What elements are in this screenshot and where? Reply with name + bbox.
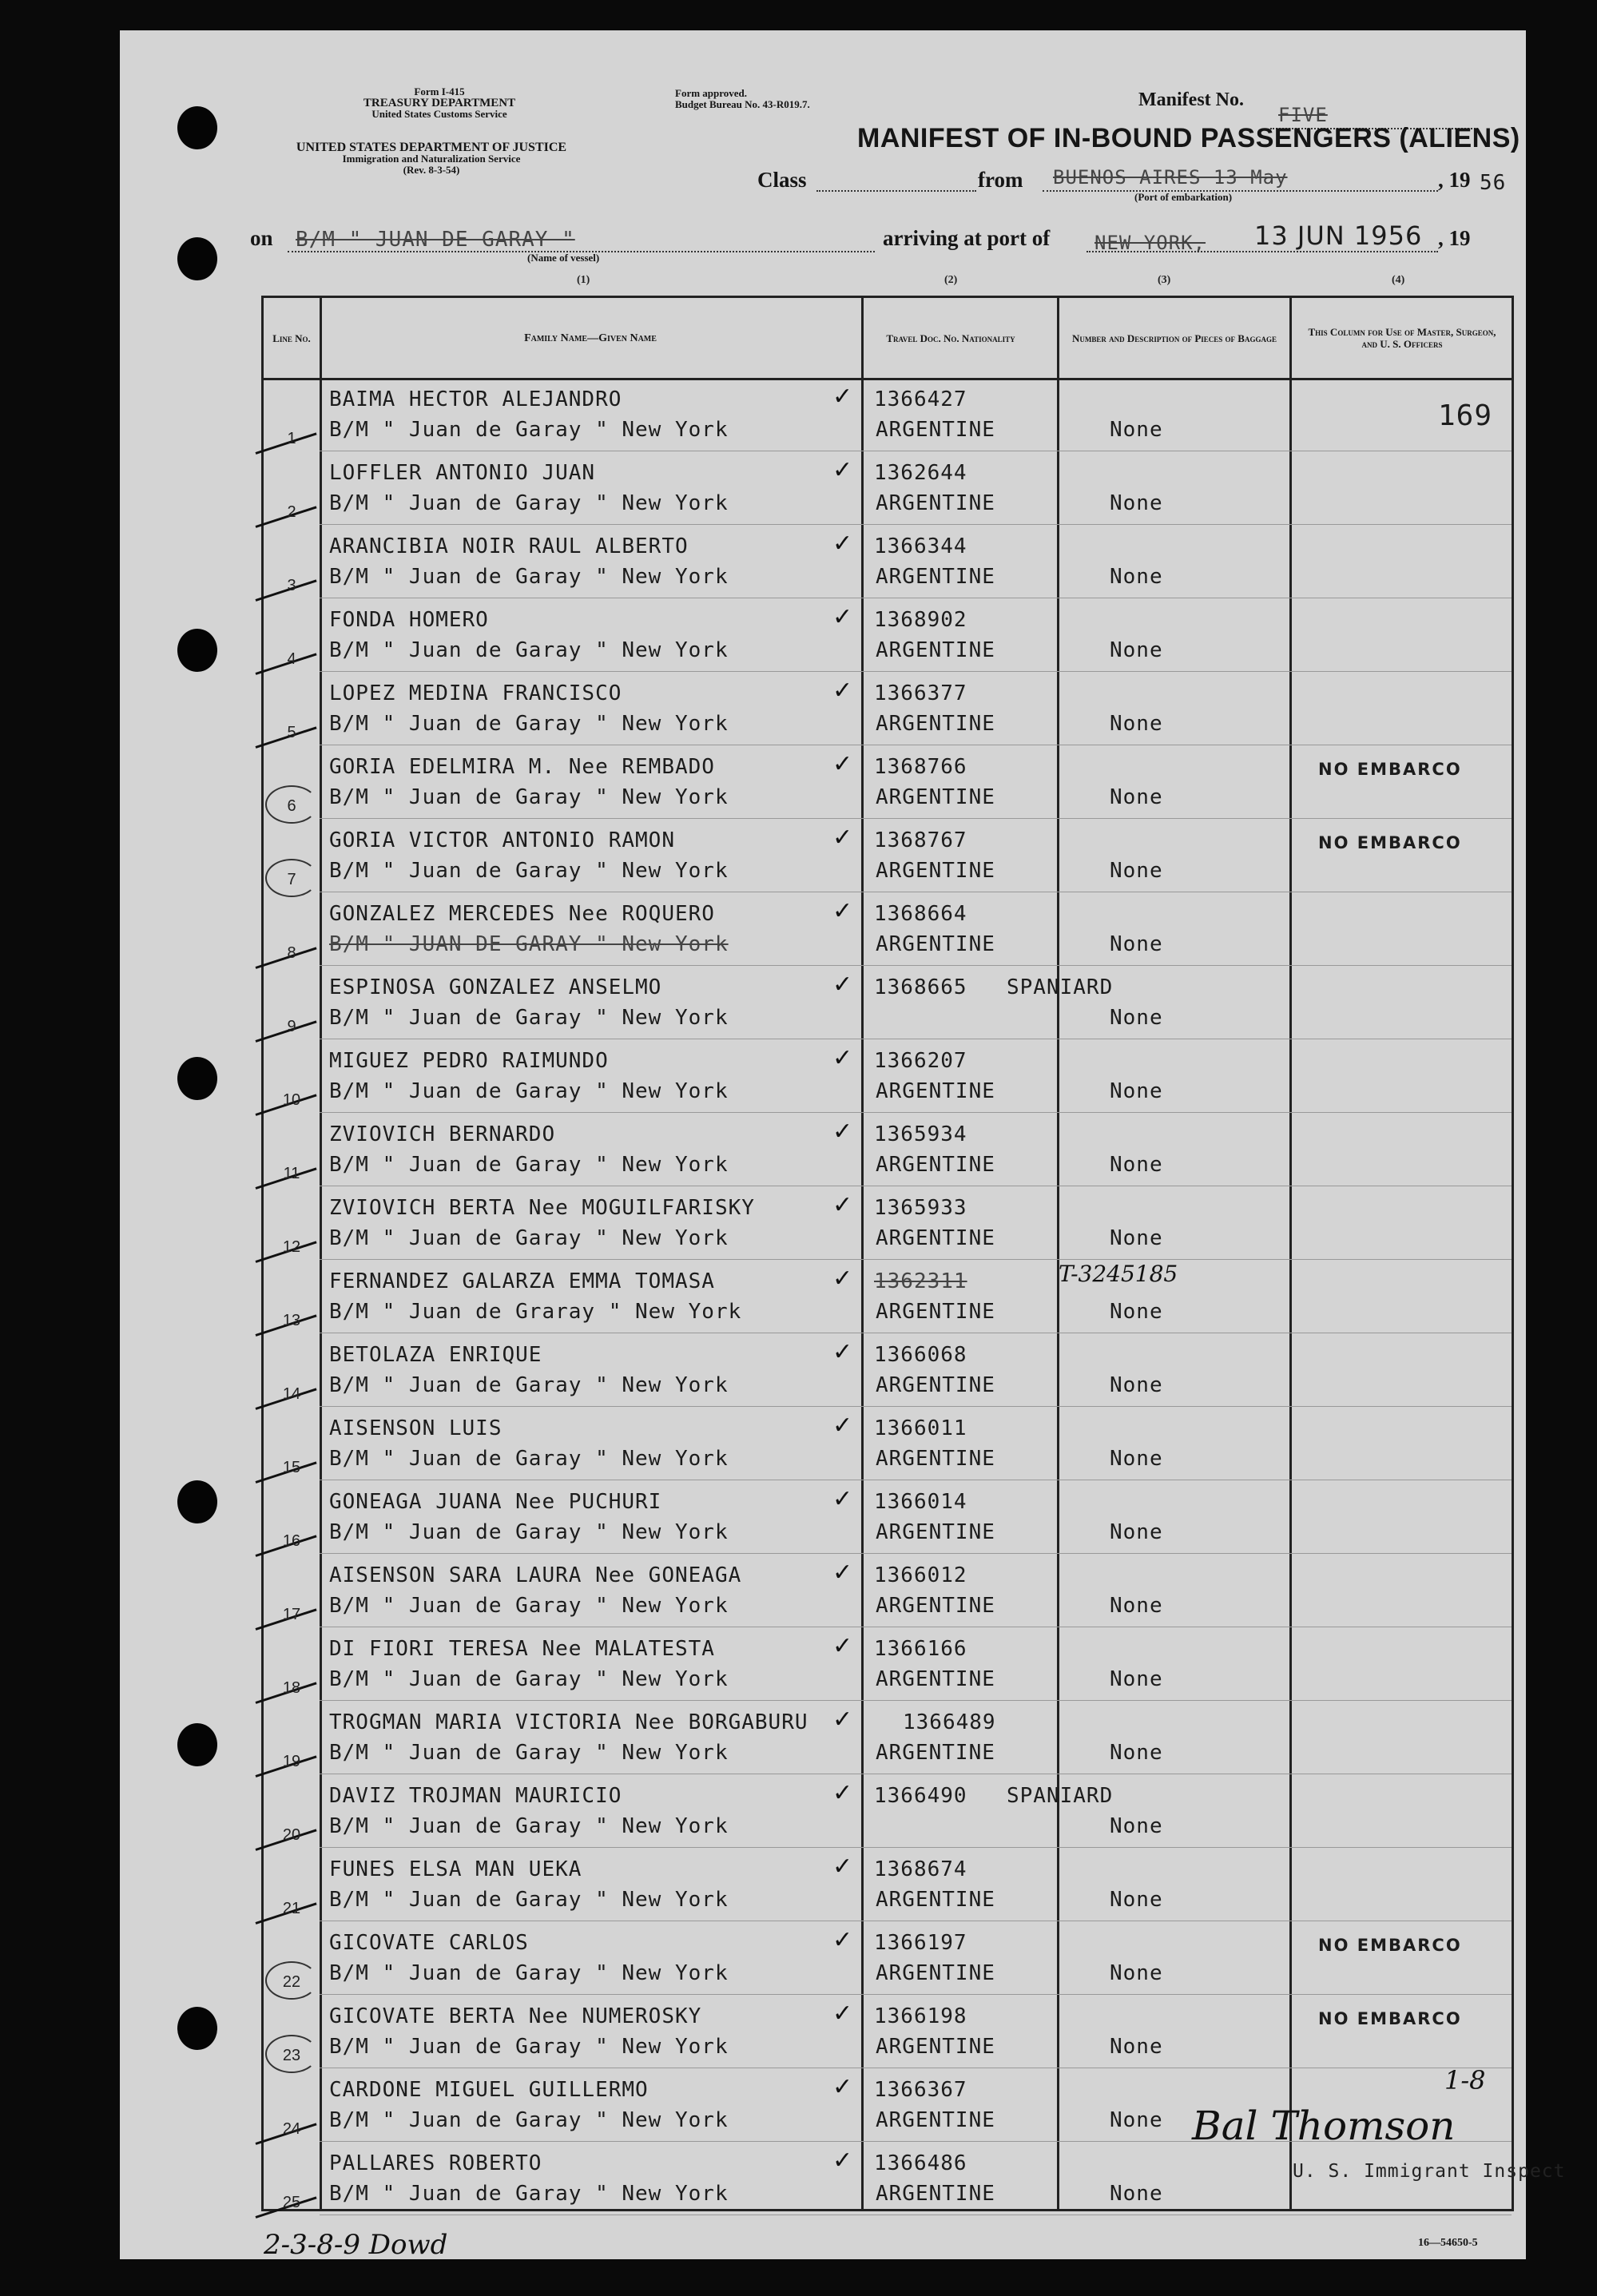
- vessel-entry: B/M " Juan de Garay " New York: [329, 859, 729, 883]
- nationality: SPANIARD: [1007, 975, 1114, 999]
- col-number-1: (1): [577, 274, 590, 286]
- vessel-entry: B/M " Juan de Garay " New York: [329, 2182, 729, 2206]
- from-line: [1043, 190, 1438, 192]
- table-row: [264, 598, 1512, 672]
- table-row: [264, 525, 1512, 598]
- check-mark-icon: ✓: [832, 530, 853, 558]
- vessel-entry: B/M " Juan de Garay " New York: [329, 491, 729, 515]
- officer-note: NO EMBARCO: [1318, 833, 1462, 852]
- vessel-entry: B/M " Juan de Garay " New York: [329, 1520, 729, 1544]
- passenger-name: BAIMA HECTOR ALEJANDRO: [329, 387, 622, 411]
- table-row: [264, 966, 1512, 1039]
- table-row: [264, 1774, 1512, 1848]
- nationality: ARGENTINE: [876, 1961, 995, 1985]
- nationality: ARGENTINE: [876, 785, 995, 809]
- vessel-entry: B/M " Juan de Garay " New York: [329, 1888, 729, 1912]
- nationality: ARGENTINE: [876, 1153, 995, 1177]
- officer-note: NO EMBARCO: [1318, 1936, 1462, 1955]
- bottom-handwritten-note: 2-3-8-9 Dowd: [264, 2229, 448, 2261]
- passenger-name: FUNES ELSA MAN UEKA: [329, 1857, 582, 1881]
- arrival-date-stamp: 13 JUN 1956: [1254, 220, 1423, 251]
- travel-doc-number: 1368766: [874, 755, 967, 779]
- treasury-label: TREASURY DEPARTMENT: [363, 97, 516, 109]
- col-number-3: (3): [1158, 274, 1171, 286]
- year-value: 56: [1480, 171, 1507, 195]
- passenger-name: GONEAGA JUANA Nee PUCHURI: [329, 1490, 662, 1514]
- embarkation-caption: (Port of embarkation): [1134, 191, 1233, 203]
- baggage: None: [1110, 2035, 1163, 2059]
- travel-doc-number: 1366207: [874, 1049, 967, 1073]
- travel-doc-number: 1368664: [874, 902, 967, 926]
- travel-doc-number: 1366427: [874, 387, 967, 411]
- vessel-entry: B/M " Juan de Garay " New York: [329, 1741, 729, 1765]
- travel-doc-number: 1362644: [874, 461, 967, 485]
- punch-hole: [177, 1723, 217, 1766]
- col-number-4: (4): [1392, 274, 1405, 286]
- nationality: ARGENTINE: [876, 1888, 995, 1912]
- baggage: None: [1110, 712, 1163, 736]
- passenger-name: LOFFLER ANTONIO JUAN: [329, 461, 596, 485]
- line-number: 10: [282, 1091, 301, 1109]
- vessel-entry: B/M " Juan de Garay " New York: [329, 1079, 729, 1103]
- check-mark-icon: ✓: [832, 1632, 853, 1660]
- check-mark-icon: ✓: [832, 2000, 853, 2028]
- rev-label: (Rev. 8-3-54): [403, 164, 460, 176]
- table-row: [264, 1039, 1512, 1113]
- punch-hole: [177, 106, 217, 149]
- line-number: 18: [282, 1679, 301, 1697]
- line-number: 7: [287, 871, 296, 888]
- passenger-name: ZVIOVICH BERTA Nee MOGUILFARISKY: [329, 1196, 755, 1220]
- agency-block: [240, 142, 623, 176]
- col-number-2: (2): [944, 274, 958, 286]
- from-label: from: [978, 168, 1023, 192]
- baggage: None: [1110, 1006, 1163, 1030]
- nationality: ARGENTINE: [876, 859, 995, 883]
- line-number: 21: [282, 1900, 301, 1917]
- inspector-signature: Bal Thomson: [1192, 2103, 1456, 2149]
- baggage: None: [1110, 2108, 1163, 2132]
- baggage: None: [1110, 1961, 1163, 1985]
- nationality: ARGENTINE: [876, 1667, 995, 1691]
- punch-hole: [177, 1057, 217, 1100]
- vessel-entry: B/M " JUAN DE GARAY " New York: [329, 932, 729, 956]
- vessel-entry: B/M " Juan de Garay " New York: [329, 1594, 729, 1618]
- manifest-no-value: FIVE: [1278, 104, 1328, 126]
- line-number: 2: [287, 503, 296, 521]
- vessel-entry: B/M " Juan de Garay " New York: [329, 1814, 729, 1838]
- passenger-name: GICOVATE BERTA Nee NUMEROSKY: [329, 2004, 702, 2028]
- passenger-name: AISENSON LUIS: [329, 1416, 503, 1440]
- arrival-port: NEW YORK,: [1094, 232, 1206, 254]
- vessel-entry: B/M " Juan de Garay " New York: [329, 785, 729, 809]
- travel-doc-number: 1368767: [874, 828, 967, 852]
- nationality: ARGENTINE: [876, 2108, 995, 2132]
- line-number: 4: [287, 650, 296, 668]
- passenger-name: ESPINOSA GONZALEZ ANSELMO: [329, 975, 662, 999]
- arrival-line: [1087, 251, 1438, 252]
- vessel-entry: B/M " Juan de Garay " New York: [329, 2035, 729, 2059]
- check-mark-icon: ✓: [832, 750, 853, 778]
- table-row: [264, 1113, 1512, 1186]
- travel-doc-number: 1362311: [874, 1269, 967, 1293]
- line-number: 23: [282, 2047, 301, 2064]
- passenger-name: GORIA EDELMIRA M. Nee REMBADO: [329, 755, 715, 779]
- class-label: Class: [757, 168, 807, 192]
- class-line: [816, 190, 976, 192]
- travel-doc-number: 1366489: [903, 1710, 996, 1734]
- baggage: None: [1110, 859, 1163, 883]
- passenger-name: GICOVATE CARLOS: [329, 1931, 529, 1955]
- nationality: ARGENTINE: [876, 638, 995, 662]
- table-row: [264, 1260, 1512, 1333]
- vessel-entry: B/M " Juan de Garay " New York: [329, 1226, 729, 1250]
- baggage: None: [1110, 1300, 1163, 1324]
- check-mark-icon: ✓: [832, 1559, 853, 1587]
- nationality: ARGENTINE: [876, 1520, 995, 1544]
- passenger-name: PALLARES ROBERTO: [329, 2151, 542, 2175]
- check-mark-icon: ✓: [832, 2147, 853, 2175]
- passenger-name: MIGUEZ PEDRO RAIMUNDO: [329, 1049, 609, 1073]
- baggage: None: [1110, 1226, 1163, 1250]
- punch-hole: [177, 2007, 217, 2050]
- baggage: None: [1110, 638, 1163, 662]
- customs-label: United States Customs Service: [371, 108, 507, 120]
- form-id-block: [308, 86, 571, 120]
- travel-doc-number: 1365933: [874, 1196, 967, 1220]
- nationality: ARGENTINE: [876, 1373, 995, 1397]
- table-row: [264, 1480, 1512, 1554]
- baggage: None: [1110, 1373, 1163, 1397]
- line-number: 20: [282, 1826, 301, 1844]
- check-mark-icon: ✓: [832, 383, 853, 411]
- col-header-doc: Travel Doc. No. Nationality: [886, 332, 1015, 344]
- travel-doc-number: 1366166: [874, 1637, 967, 1661]
- baggage: None: [1110, 932, 1163, 956]
- passenger-name: ZVIOVICH BERNARDO: [329, 1122, 556, 1146]
- doc-number-annotation: T-3245185: [1059, 1261, 1178, 1287]
- col-header-line: Line No.: [272, 332, 311, 344]
- manifest-table: [261, 296, 1514, 2211]
- line-number: 9: [287, 1018, 296, 1035]
- travel-doc-number: 1365934: [874, 1122, 967, 1146]
- check-mark-icon: ✓: [832, 897, 853, 925]
- line-number: 24: [282, 2120, 301, 2138]
- line-number: 8: [287, 944, 296, 962]
- line-number: 15: [282, 1459, 301, 1476]
- baggage: None: [1110, 491, 1163, 515]
- table-row: [264, 745, 1512, 819]
- line-number: 3: [287, 577, 296, 594]
- punch-hole: [177, 629, 217, 672]
- travel-doc-number: 1366367: [874, 2078, 967, 2102]
- col-header-baggage: Number and Description of Pieces of Baggage: [1072, 332, 1277, 344]
- table-row: [264, 1921, 1512, 1995]
- passenger-name: AISENSON SARA LAURA Nee GONEAGA: [329, 1563, 742, 1587]
- travel-doc-number: 1368665: [874, 975, 967, 999]
- nationality: ARGENTINE: [876, 932, 995, 956]
- vessel-entry: B/M " Juan de Garay " New York: [329, 565, 729, 589]
- vessel-caption: (Name of vessel): [527, 252, 600, 264]
- nationality: ARGENTINE: [876, 1079, 995, 1103]
- baggage: None: [1110, 565, 1163, 589]
- vessel-entry: B/M " Juan de Garay " New York: [329, 1961, 729, 1985]
- travel-doc-number: 1366198: [874, 2004, 967, 2028]
- passenger-name: FONDA HOMERO: [329, 608, 489, 632]
- approved-label: Form approved.: [675, 87, 748, 99]
- check-mark-icon: ✓: [832, 824, 853, 852]
- vessel-entry: B/M " Juan de Garay " New York: [329, 1006, 729, 1030]
- travel-doc-number: 1368902: [874, 608, 967, 632]
- check-mark-icon: ✓: [832, 1485, 853, 1513]
- travel-doc-number: 1368674: [874, 1857, 967, 1881]
- check-mark-icon: ✓: [832, 1706, 853, 1734]
- check-mark-icon: ✓: [832, 603, 853, 631]
- travel-doc-number: 1366068: [874, 1343, 967, 1367]
- passenger-name: GORIA VICTOR ANTONIO RAMON: [329, 828, 675, 852]
- vessel-entry: B/M " Juan de Garay " New York: [329, 2108, 729, 2132]
- officer-note: NO EMBARCO: [1318, 760, 1462, 779]
- travel-doc-number: 1366486: [874, 2151, 967, 2175]
- line-number: 13: [282, 1312, 301, 1329]
- check-mark-icon: ✓: [832, 971, 853, 999]
- table-row: [264, 1995, 1512, 2068]
- nationality: ARGENTINE: [876, 2182, 995, 2206]
- baggage: None: [1110, 1520, 1163, 1544]
- officer-note: NO EMBARCO: [1318, 2009, 1462, 2028]
- nationality: ARGENTINE: [876, 1741, 995, 1765]
- check-mark-icon: ✓: [832, 1853, 853, 1881]
- table-row: [264, 1186, 1512, 1260]
- table-row: [264, 1627, 1512, 1701]
- line-number: 17: [282, 1606, 301, 1623]
- budget-label: Budget Bureau No. 43-R019.7.: [675, 98, 810, 110]
- baggage: None: [1110, 1741, 1163, 1765]
- baggage: None: [1110, 1153, 1163, 1177]
- nationality: ARGENTINE: [876, 418, 995, 442]
- table-row: [264, 378, 1512, 451]
- line-number: 1: [287, 430, 296, 447]
- check-mark-icon: ✓: [832, 1118, 853, 1146]
- arriving-label: arriving at port of: [883, 226, 1051, 250]
- col-header-officers: This Column for Use of Master, Surgeon, and U. S. Officers: [1308, 326, 1496, 350]
- line-number: 14: [282, 1385, 301, 1403]
- punch-hole: [177, 237, 217, 280]
- table-row: [264, 1554, 1512, 1627]
- col-header-name: Family Name—Given Name: [524, 332, 657, 344]
- line-number: 19: [282, 1753, 301, 1770]
- baggage: None: [1110, 418, 1163, 442]
- line-number: 5: [287, 724, 296, 741]
- passenger-name: LOPEZ MEDINA FRANCISCO: [329, 681, 622, 705]
- baggage: None: [1110, 1814, 1163, 1838]
- passenger-name: DI FIORI TERESA Nee MALATESTA: [329, 1637, 715, 1661]
- embarkation-port: BUENOS AIRES 13 May: [1053, 166, 1288, 189]
- line-number: 6: [287, 797, 296, 815]
- travel-doc-number: 1366011: [874, 1416, 967, 1440]
- manifest-title: MANIFEST OF IN-BOUND PASSENGERS (ALIENS): [857, 123, 1520, 153]
- baggage: None: [1110, 1594, 1163, 1618]
- check-mark-icon: ✓: [832, 2073, 853, 2101]
- check-mark-icon: ✓: [832, 1191, 853, 1219]
- nationality: ARGENTINE: [876, 1300, 995, 1324]
- punch-hole: [177, 1480, 217, 1523]
- line-number: 12: [282, 1238, 301, 1256]
- manifest-no-label: Manifest No.: [1138, 89, 1244, 110]
- check-mark-icon: ✓: [832, 1265, 853, 1293]
- passenger-name: FERNANDEZ GALARZA EMMA TOMASA: [329, 1269, 715, 1293]
- on-label: on: [250, 226, 273, 250]
- passenger-name: TROGMAN MARIA VICTORIA Nee BORGABURU: [329, 1710, 808, 1734]
- table-row: [264, 451, 1512, 525]
- vessel-name: B/M " JUAN DE GARAY ": [296, 228, 575, 252]
- nationality: ARGENTINE: [876, 491, 995, 515]
- line-number: 22: [282, 1973, 301, 1991]
- travel-doc-number: 1366377: [874, 681, 967, 705]
- baggage: None: [1110, 1667, 1163, 1691]
- check-mark-icon: ✓: [832, 456, 853, 484]
- form-number: Form I-415: [414, 85, 465, 97]
- doj-label: UNITED STATES DEPARTMENT OF JUSTICE: [296, 141, 567, 154]
- vessel-entry: B/M " Juan de Garay " New York: [329, 1153, 729, 1177]
- ins-label: Immigration and Naturalization Service: [342, 153, 521, 165]
- line-number: 16: [282, 1532, 301, 1550]
- check-mark-icon: ✓: [832, 677, 853, 705]
- check-mark-icon: ✓: [832, 1338, 853, 1366]
- travel-doc-number: 1366344: [874, 534, 967, 558]
- check-mark-icon: ✓: [832, 1412, 853, 1440]
- nationality: ARGENTINE: [876, 1447, 995, 1471]
- line-number: 11: [283, 1165, 300, 1182]
- vessel-entry: B/M " Juan de Garay " New York: [329, 1373, 729, 1397]
- inspector-stamp: U. S. Immigrant Inspect: [1293, 2161, 1566, 2182]
- vessel-entry: B/M " Juan de Graray " New York: [329, 1300, 742, 1324]
- baggage: None: [1110, 785, 1163, 809]
- table-row: [264, 1333, 1512, 1407]
- nationality: SPANIARD: [1007, 1784, 1114, 1808]
- baggage: None: [1110, 1888, 1163, 1912]
- line-number: 25: [282, 2194, 301, 2211]
- passenger-name: DAVIZ TROJMAN MAURICIO: [329, 1784, 622, 1808]
- travel-doc-number: 1366197: [874, 1931, 967, 1955]
- passenger-name: ARANCIBIA NOIR RAUL ALBERTO: [329, 534, 689, 558]
- vessel-entry: B/M " Juan de Garay " New York: [329, 638, 729, 662]
- arrival-year-suffix: , 19: [1438, 226, 1471, 250]
- fraction-annotation: 1-8: [1444, 2065, 1486, 2095]
- vessel-entry: B/M " Juan de Garay " New York: [329, 418, 729, 442]
- table-row: [264, 1407, 1512, 1480]
- table-row: [264, 672, 1512, 745]
- baggage: None: [1110, 1079, 1163, 1103]
- vessel-entry: B/M " Juan de Garay " New York: [329, 712, 729, 736]
- nationality: ARGENTINE: [876, 712, 995, 736]
- vessel-entry: B/M " Juan de Garay " New York: [329, 1667, 729, 1691]
- check-mark-icon: ✓: [832, 1779, 853, 1807]
- check-mark-icon: ✓: [832, 1044, 853, 1072]
- passenger-name: CARDONE MIGUEL GUILLERMO: [329, 2078, 649, 2102]
- year-prefix: , 19: [1438, 168, 1471, 192]
- nationality: ARGENTINE: [876, 565, 995, 589]
- baggage: None: [1110, 1447, 1163, 1471]
- table-row: [264, 819, 1512, 892]
- approval-block: [675, 88, 883, 110]
- check-mark-icon: ✓: [832, 1926, 853, 1954]
- nationality: ARGENTINE: [876, 1226, 995, 1250]
- table-row: [264, 892, 1512, 966]
- travel-doc-number: 1366014: [874, 1490, 967, 1514]
- passenger-name: GONZALEZ MERCEDES Nee ROQUERO: [329, 902, 715, 926]
- table-row: [264, 1848, 1512, 1921]
- nationality: ARGENTINE: [876, 1594, 995, 1618]
- nationality: ARGENTINE: [876, 2035, 995, 2059]
- travel-doc-number: 1366012: [874, 1563, 967, 1587]
- count-annotation: 169: [1438, 399, 1493, 432]
- form-code: 16—54650-5: [1418, 2237, 1478, 2249]
- baggage: None: [1110, 2182, 1163, 2206]
- vessel-entry: B/M " Juan de Garay " New York: [329, 1447, 729, 1471]
- passenger-name: BETOLAZA ENRIQUE: [329, 1343, 542, 1367]
- travel-doc-number: 1366490: [874, 1784, 967, 1808]
- table-row: [264, 1701, 1512, 1774]
